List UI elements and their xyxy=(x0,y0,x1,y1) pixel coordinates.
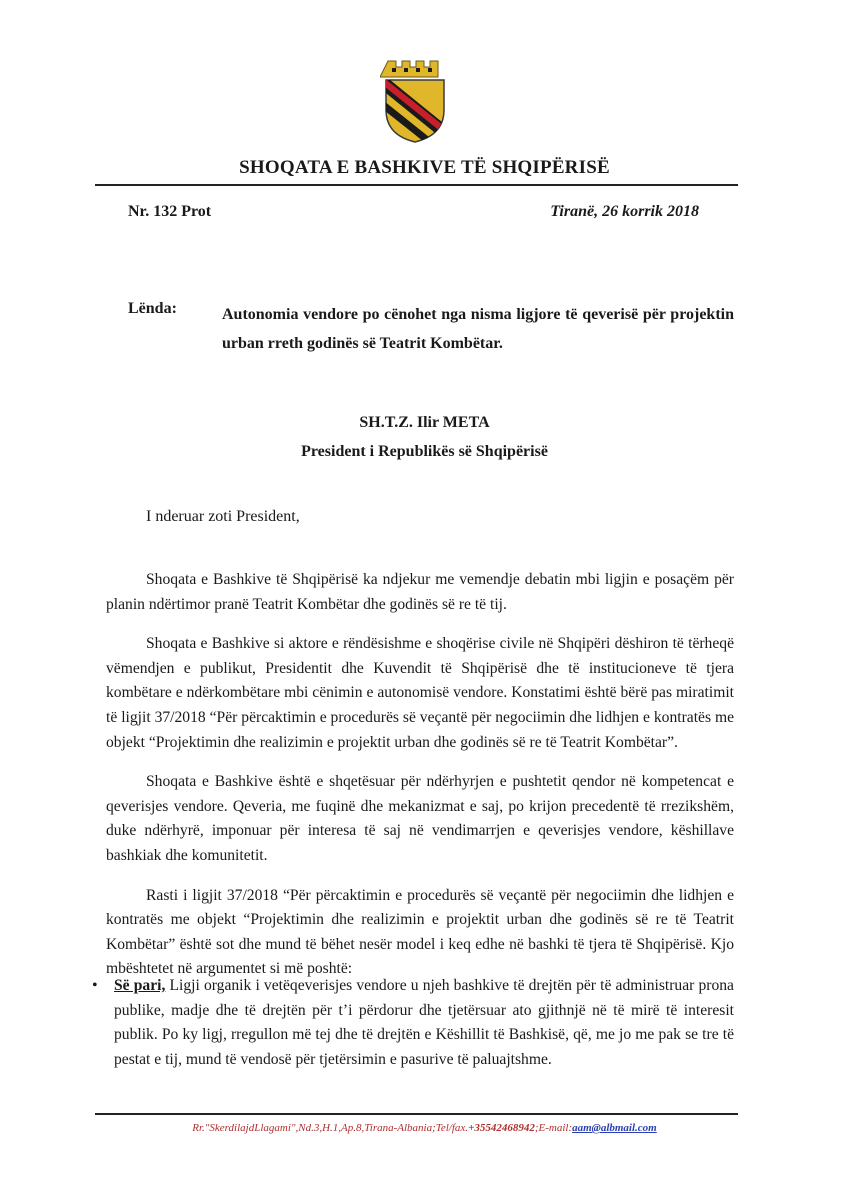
salutation: I nderuar zoti President, xyxy=(146,508,300,525)
paragraph: Shoqata e Bashkive të Shqipërisë ka ndjekur me vemendje debatin mbi ligjin e posaçëm për planin ndërtimor pranë Teatrit Kombëtar dhe godinës së re të tij. xyxy=(106,571,734,613)
footer-address: Rr."SkerdilajdLlagami",Nd.3,H.1,Ap.8,Tirana-Albania;Tel/fax. xyxy=(192,1122,469,1134)
subject-text: Autonomia vendore po cënohet nga nisma ligjore të qeverisë për projektin urban rreth godinës së Teatrit Kombëtar. xyxy=(222,306,734,352)
subject-label: Lënda: xyxy=(128,300,177,317)
footer-email: aam@albmail.com xyxy=(572,1122,657,1134)
recipient-name: SH.T.Z. Ilir META xyxy=(359,414,490,431)
paragraph: Shoqata e Bashkive është e shqetësuar për ndërhyrjen e pushtetit qendor në kompetencat e qeverisjes vendore. Qeveria, me fuqinë dhe mekanizmat e saj, po krijon precedentë të rrezikshëm, duke ndërhyrë, imponuar për interesa të saj në vendimarrjen e qeverisjes vendore, këshillave bashkiak dhe komunitetit. xyxy=(106,773,734,864)
bullet-body: Ligji organik i vetëqeverisjes vendore u njeh bashkive të drejtën për të administruar prona publike, madje dhe të drejtën për t’i përdorur dhe tjetërsuar ato gjithnjë në të mirë të interesit publik. Po ky ligj, rregullon më tej dhe të drejtën e Këshillit të Bashkisë, që, me jo me pak se tre të pestat e tij, mund të vendosë për tjetërsimin e pasurive të paluajtshme. xyxy=(114,977,734,1068)
paragraph: Shoqata e Bashkive si aktore e rëndësishme e shoqërise civile në Shqipëri dëshiron të tërheqë vëmendjen e publikut, Presidentit dhe Kuvendit të Shqipërisë dhe të institucioneve të tjera kombëtare e ndërkombëtare mbi cënimin e autonomisë vendore. Konstatimi është bërë pas miratimit të ligjit 37/2018 “Për përcaktimin e procedurës së veçantë për negociimin dhe lidhjen e kontratës me objekt “Projektimin dhe realizimin e projektit urban dhe godinës së re të Teatrit Kombëtar”. xyxy=(106,635,734,751)
organization-title: SHOQATA E BASHKIVE TË SHQIPËRISË xyxy=(239,157,610,178)
header-divider xyxy=(95,184,738,186)
bullet-lead: Së pari, xyxy=(114,977,166,994)
paragraph: Rasti i ligjit 37/2018 “Për përcaktimin e procedurës së veçantë për negociimin dhe lidhjen e kontratës me objekt “Projektimin dhe realizimin e projektit urban dhe godinës së re të Teatrit Kombëtar” është sot dhe mund të bëhet nesër model i keq edhe në bashki të tjera të Shqipërisë. Kjo mbështetet në argumentet si më poshtë: xyxy=(106,886,734,978)
footer-phone: +35542468942 xyxy=(468,1122,535,1134)
protocol-number: Nr. 132 Prot xyxy=(128,203,212,220)
footer-email-label: ;E-mail: xyxy=(534,1122,573,1134)
municipal-coat-of-arms-icon xyxy=(380,55,450,145)
letter-body xyxy=(106,568,734,997)
recipient-title: President i Republikës së Shqipërisë xyxy=(301,443,548,460)
place-and-date: Tiranë, 26 korrik 2018 xyxy=(550,203,699,220)
bullet-item xyxy=(92,974,734,1072)
bullet-marker: • xyxy=(92,977,98,994)
footer-divider xyxy=(95,1113,738,1115)
footer-contact xyxy=(0,1122,849,1134)
bullet-text xyxy=(114,974,734,1072)
